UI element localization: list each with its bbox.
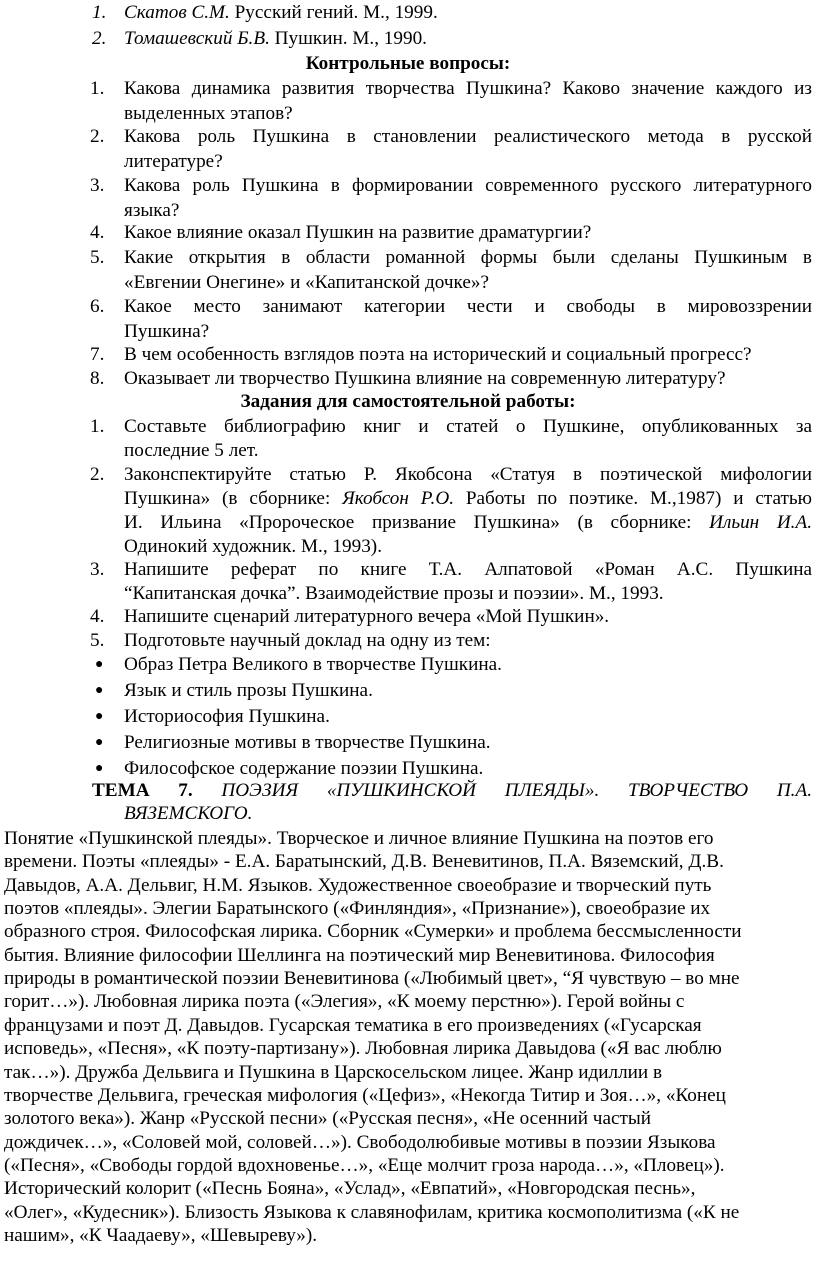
question-number: 1. [90, 78, 105, 99]
topic-description-line: нашим», «К Чаадаеву», «Шевыреву»). [4, 1224, 318, 1246]
question-3-line-2: языка? [124, 200, 180, 221]
task-4-line-1: Напишите сценарий литературного вечера «Мой Пушкин». [124, 606, 610, 627]
topic-bullet-4: Религиозные мотивы в творчестве Пушкина. [124, 732, 491, 753]
task-number: 4. [90, 606, 105, 627]
bullet-icon: ● [95, 683, 104, 698]
topic-description-line: горит…»). Любовная лирика поэта («Элегия», «К моему перстню»). Герой войны с [4, 991, 685, 1013]
question-number: 5. [90, 247, 105, 268]
question-2-line-1: Какова роль Пушкина в становлении реалистического метода в русской [124, 126, 812, 147]
topic-bullet-1: Образ Петра Великого в творчестве Пушкина. [124, 654, 502, 675]
self-work-heading: Задания для самостоятельной работы: [240, 391, 576, 412]
bullet-icon: ● [95, 709, 104, 724]
reference-title: Русский гений. М., 1999. [229, 2, 438, 23]
topic-description-line: поэтов «плеяды». Элегии Баратынского («Финляндия», «Признание»), своеобразие их [4, 898, 711, 920]
task-2-text: Работы по поэтике. М.,1987) и статью [454, 488, 813, 509]
task-2-author: Якобсон Р.О. [342, 488, 454, 509]
question-2-line-2: литературе? [124, 151, 223, 172]
topic-bullet-2: Язык и стиль прозы Пушкина. [124, 680, 373, 701]
task-1-line-2: последние 5 лет. [124, 440, 259, 461]
question-5-line-2: «Евгении Онегине» и «Капитанской дочке»? [124, 272, 489, 293]
topic-heading-line-1 [92, 778, 812, 803]
task-5-line-1: Подготовьте научный доклад на одну из тем: [124, 630, 491, 651]
topic-description-line: французами и поэт Д. Давыдов. Гусарская тематика в его произведениях («Гусарская [4, 1014, 702, 1036]
topic-description-line: исповедь», «Песня», «К поэту-партизану»). Любовная лирика Давыдова («Я вас люблю [4, 1038, 722, 1060]
task-2-text: Пушкина» (в сборнике: [124, 488, 343, 509]
task-2-line-3 [124, 510, 812, 535]
question-6-line-2: Пушкина? [124, 321, 210, 342]
topic-description-line: золотого века»). Жанр «Русской песни» («Русская песня», «Не осенний частый [4, 1108, 652, 1130]
topic-description-line: природы в романтической поэзии Веневитинова («Любимый цвет», “Я чувствую – во мне [4, 968, 740, 990]
task-3-line-1: Напишите реферат по книге Т.А. Алпатовой «Роман А.С. Пушкина [124, 559, 812, 580]
task-1-line-1: Составьте библиографию книг и статей о Пушкине, опубликованных за [124, 416, 812, 437]
task-number: 3. [90, 559, 105, 580]
question-number: 3. [90, 175, 105, 196]
task-number: 5. [90, 630, 105, 651]
task-number: 1. [90, 416, 105, 437]
topic-description-line: творчестве Дельвига, греческая мифология («Цефиз», «Некогда Титир и Зоя…», «Конец [4, 1084, 726, 1106]
bullet-icon: ● [95, 657, 104, 672]
control-questions-heading: Контрольные вопросы: [305, 53, 511, 74]
question-number: 2. [90, 126, 105, 147]
topic-description-line: Исторический колорит («Песнь Бояна», «Услад», «Евпатий», «Новгородская песнь», [4, 1178, 696, 1200]
topic-bullet-5: Философское содержание поэзии Пушкина. [124, 758, 484, 779]
task-number: 2. [90, 464, 105, 485]
question-1-line-1: Какова динамика развития творчества Пушкина? Каково значение каждого из [124, 78, 812, 99]
question-number: 7. [90, 344, 105, 365]
task-2-line-2 [124, 486, 812, 511]
question-7-line-1: В чем особенность взглядов поэта на исторический и социальный прогресс? [124, 344, 752, 365]
question-number: 4. [90, 222, 105, 243]
task-2-line-4: Одинокий художник. М., 1993). [124, 536, 382, 557]
task-2-text: И. Ильина «Пророческое призвание Пушкина» (в сборнике: [124, 512, 710, 533]
topic-description-line: времени. Поэты «плеяды» - Е.А. Баратынский, Д.В. Веневитинов, П.А. Вяземский, Д.В. [4, 851, 724, 873]
question-5-line-1: Какие открытия в области романной формы были сделаны Пушкиным в [124, 247, 812, 268]
reference-number: 1. [92, 2, 107, 23]
question-1-line-2: выделенных этапов? [124, 103, 293, 124]
topic-description-line: «Олег», «Кудесник»). Близость Языкова к славянофилам, критика космополитизма («К не [4, 1201, 740, 1223]
topic-description-line: Давыдов, А.А. Дельвиг, Н.М. Языков. Художественное своеобразие и творческий путь [4, 874, 712, 896]
reference-author: Томашевский Б.В. [124, 28, 270, 49]
question-4-line-1: Какое влияние оказал Пушкин на развитие драматургии? [124, 222, 592, 243]
task-3-line-2: “Капитанская дочка”. Взаимодействие прозы и поэзии». М., 1993. [124, 583, 664, 604]
bullet-icon: ● [95, 761, 104, 776]
topic-description-line: бытия. Влияние философии Шеллинга на поэтический мир Веневитинова. Философия [4, 944, 715, 966]
task-2-line-1: Законспектируйте статью Р. Якобсона «Статуя в поэтической мифологии [124, 464, 812, 485]
topic-title: ПОЭЗИЯ «ПУШКИНСКОЙ ПЛЕЯДЫ». ТВОРЧЕСТВО П.А. [221, 780, 812, 801]
reference-author: Скатов С.М. [124, 2, 230, 23]
task-2-author: Ильин И.А. [709, 512, 812, 533]
bullet-icon: ● [95, 735, 104, 750]
topic-heading-line-2: ВЯЗЕМСКОГО. [124, 803, 253, 824]
reference-title: Пушкин. М., 1990. [269, 28, 427, 49]
topic-description-line: дождичек…», «Соловей мой, соловей…»). Свободолюбивые мотивы в поэзии Языкова [4, 1131, 716, 1153]
reference-number: 2. [92, 28, 107, 49]
question-number: 8. [90, 368, 105, 389]
topic-bullet-3: Историософия Пушкина. [124, 706, 330, 727]
topic-description-line: («Песня», «Свободы гордой вдохновенье…», «Еще молчит гроза народа…», «Пловец»). [4, 1154, 725, 1176]
topic-description-line: Понятие «Пушкинской плеяды». Творческое и личное влияние Пушкина на поэтов его [4, 828, 714, 849]
reference-2 [124, 26, 427, 51]
question-number: 6. [90, 296, 105, 317]
question-8-line-1: Оказывает ли творчество Пушкина влияние на современную литературу? [124, 368, 726, 389]
topic-description-line: образного строя. Философская лирика. Сборник «Сумерки» и проблема бессмысленности [4, 921, 742, 943]
reference-1 [124, 0, 438, 25]
question-3-line-1: Какова роль Пушкина в формировании современного русского литературного [124, 175, 812, 196]
topic-description-line: так…»). Дружба Дельвига и Пушкина в Царскосельском лицее. Жанр идиллии в [4, 1061, 663, 1083]
question-6-line-1: Какое место занимают категории чести и свободы в мировоззрении [124, 296, 812, 317]
topic-label: ТЕМА 7. [92, 780, 193, 801]
